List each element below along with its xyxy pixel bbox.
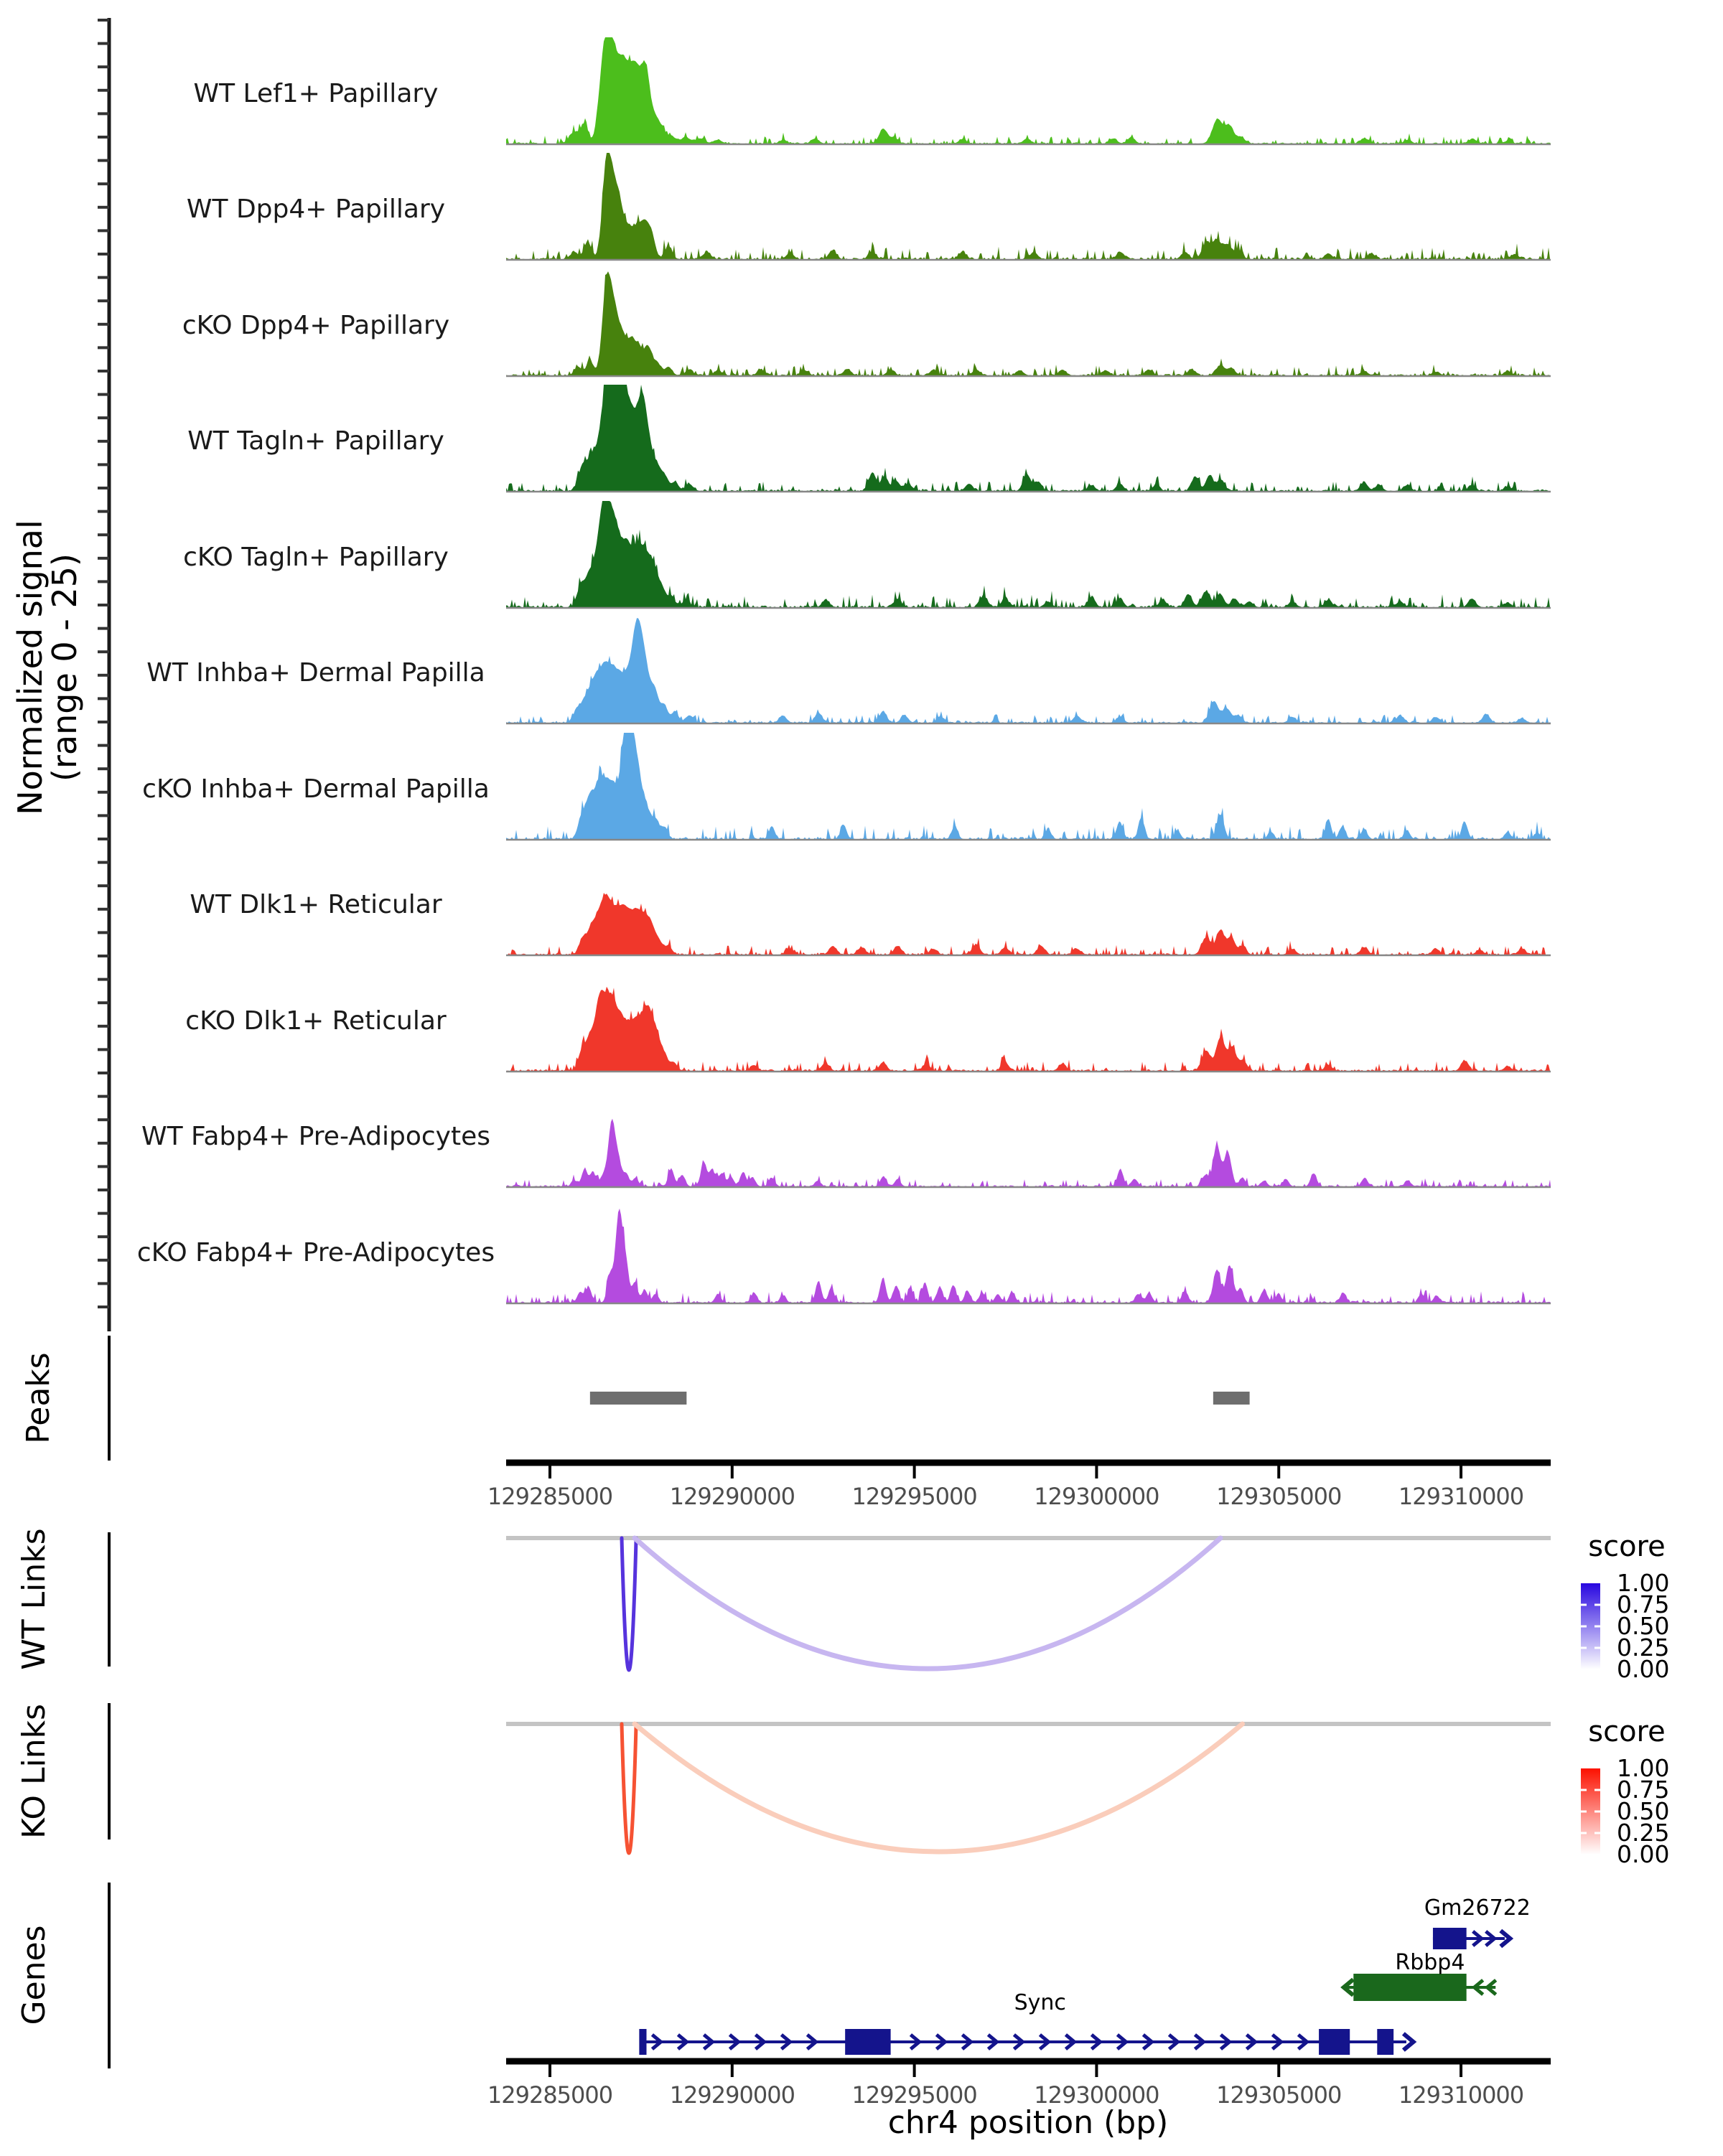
gene-exon-sync-2 — [845, 2029, 890, 2055]
legend-tick-label: 0.75 — [1617, 1776, 1670, 1804]
track-label-1: WT Lef1+ Papillary — [193, 79, 439, 108]
gene-label-sync: Sync — [1014, 1990, 1066, 2015]
track-label-2: WT Dpp4+ Papillary — [186, 194, 446, 224]
y-axis-label-line1: Normalized signal — [11, 520, 50, 815]
legend-title-1: score — [1588, 1530, 1666, 1563]
track-label-6: WT Inhba+ Dermal Papilla — [146, 658, 485, 688]
track-label-10: WT Fabp4+ Pre-Adipocytes — [141, 1122, 490, 1151]
track-label-8: WT Dlk1+ Reticular — [190, 890, 442, 919]
gene-label-rbbp4: Rbbp4 — [1395, 1950, 1465, 1975]
axis-tick-label: 129285000 — [487, 1483, 613, 1510]
axis-tick-label: 129295000 — [851, 1483, 977, 1510]
legend-tick-label: 1.00 — [1617, 1569, 1670, 1597]
legend-tick-label: 0.25 — [1617, 1819, 1670, 1847]
legend-tick-label: 1.00 — [1617, 1754, 1670, 1782]
ko-links-panel-label: KO Links — [16, 1703, 52, 1839]
axis-tick-label: 129300000 — [1034, 2081, 1159, 2109]
axis-tick-label: 129290000 — [669, 1483, 795, 1510]
gene-box-rbbp4 — [1353, 1974, 1466, 2001]
axis-tick-label: 129310000 — [1398, 1483, 1524, 1510]
legend-tick-label: 0.50 — [1617, 1797, 1670, 1825]
axis-tick-label: 129295000 — [851, 2081, 977, 2109]
gene-box-gm26722 — [1433, 1928, 1467, 1949]
track-label-3: cKO Dpp4+ Papillary — [182, 311, 450, 340]
gene-exon-sync-4 — [1377, 2029, 1393, 2055]
track-label-4: WT Tagln+ Papillary — [187, 426, 444, 456]
axis-tick-label: 129310000 — [1398, 2081, 1524, 2109]
gene-exon-sync-1 — [639, 2029, 646, 2055]
axis-tick-label: 129290000 — [669, 2081, 795, 2109]
genes-panel-label: Genes — [16, 1925, 52, 2025]
legend-tick-label: 0.00 — [1617, 1655, 1670, 1683]
axis-tick-label: 129305000 — [1216, 1483, 1342, 1510]
track-label-9: cKO Dlk1+ Reticular — [185, 1006, 447, 1036]
legend-tick-label: 0.75 — [1617, 1590, 1670, 1618]
x-axis-title: chr4 position (bp) — [887, 2104, 1169, 2141]
legend-tick-label: 0.00 — [1617, 1840, 1670, 1868]
track-label-7: cKO Inhba+ Dermal Papilla — [142, 774, 490, 804]
axis-tick-label: 129300000 — [1034, 1483, 1159, 1510]
legend-tick-label: 0.25 — [1617, 1634, 1670, 1661]
y-axis-label-line2: (range 0 - 25) — [45, 553, 84, 782]
y-axis-label-group — [11, 520, 84, 815]
wt-links-panel-label: WT Links — [16, 1528, 52, 1670]
legend-title-2: score — [1588, 1715, 1666, 1748]
track-label-11: cKO Fabp4+ Pre-Adipocytes — [136, 1238, 495, 1267]
peak-interval-1 — [590, 1392, 687, 1405]
gene-label-gm26722: Gm26722 — [1424, 1895, 1531, 1921]
axis-tick-label: 129285000 — [487, 2081, 613, 2109]
axis-tick-label: 129305000 — [1216, 2081, 1342, 2109]
track-label-5: cKO Tagln+ Papillary — [183, 543, 449, 572]
peak-interval-2 — [1213, 1392, 1250, 1405]
gene-exon-sync-3 — [1319, 2029, 1350, 2055]
legend-tick-label: 0.50 — [1617, 1612, 1670, 1640]
peaks-panel-label: Peaks — [20, 1352, 57, 1444]
